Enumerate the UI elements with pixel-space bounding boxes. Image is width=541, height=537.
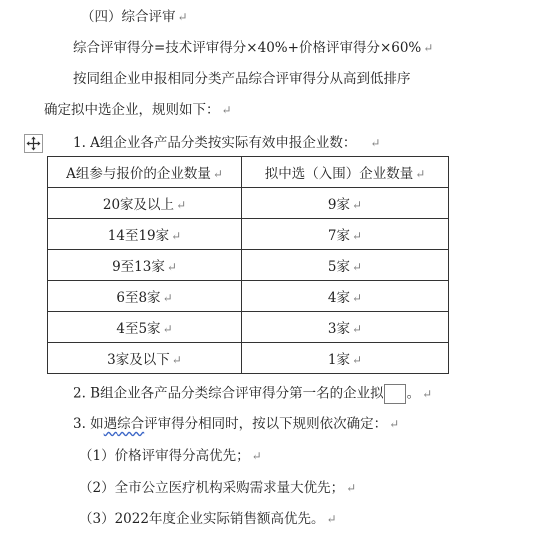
criterion-text: （3）2022年度企业实际销售额高优先。 [79,511,325,527]
paragraph-line-1 [73,70,411,88]
criterion-3 [79,510,337,528]
table-cell: 7家 ↵ [242,219,449,250]
paragraph-line-2 [44,101,232,119]
paragraph-mark: ↵ [326,512,337,526]
four-arrows-icon [26,136,41,151]
table-cell: 14至19家 ↵ [48,219,242,250]
paragraph-mark: ↵ [221,103,232,117]
table-row [48,312,449,343]
table-cell: 3家 ↵ [242,312,449,343]
table-header-cell: A组参与报价的企业数量 ↵ [48,157,242,188]
section-heading [81,8,188,26]
table-row [48,188,449,219]
table-cell: 4家 ↵ [242,281,449,312]
rule-2-suffix: 。 [406,385,421,402]
criterion-text: （1）价格评审得分高优先； [79,448,250,464]
table-row [48,219,449,250]
spellcheck-flag[interactable]: 遇 [103,416,118,432]
paragraph-mark: ↵ [370,136,381,150]
rule-3-text: 3. 如 [73,416,104,432]
table-cell: 20家及以上 ↵ [48,188,242,219]
paragraph-text: 确定拟中选企业，规则如下： [44,102,220,118]
table-row [48,281,449,312]
table-cell: 9至13家 ↵ [48,250,242,281]
paragraph-mark: ↵ [389,417,400,431]
spellcheck-flag[interactable]: 综合 [117,416,145,432]
table-cell: 6至8家 ↵ [48,281,242,312]
rule-2-text: 2. B组企业各产品分类综合评审得分第一名的企业拟 [73,385,384,402]
paragraph-mark: ↵ [177,10,188,24]
formula-text: 综合评审得分=技术评审得分×40%+价格评审得分×60% [73,40,422,56]
rule-2 [73,384,432,404]
table-row [48,250,449,281]
paragraph-text: 按同组企业申报相同分类产品综合评审得分从高到低排序 [73,71,411,87]
criterion-1 [79,447,262,465]
table-cell: 1家 ↵ [242,343,449,374]
rule-3 [73,415,399,433]
table-cell: 3家及以下 ↵ [48,343,242,374]
text-input-box[interactable] [384,384,406,404]
criterion-text: （2）全市公立医疗机构采购需求量大优先； [79,480,345,496]
paragraph-mark: ↵ [423,41,434,55]
rule-1 [73,134,380,152]
table-header-cell: 拟中选（入围）企业数量 ↵ [242,157,449,188]
criterion-2 [79,479,356,497]
paragraph-mark: ↵ [251,449,262,463]
paragraph-mark: ↵ [422,386,433,401]
table-cell: 4至5家 ↵ [48,312,242,343]
formula-line [73,39,433,57]
rule-3-text: 评审得分相同时，按以下规则依次确定： [144,416,388,432]
table-move-handle-icon[interactable] [24,134,43,153]
quota-table [47,156,449,374]
table-cell: 9家 ↵ [242,188,449,219]
section-heading-text: （四）综合评审 [81,9,176,25]
rule-1-text: 1. A组企业各产品分类按实际有效申报企业数： [73,135,357,151]
table-row [48,343,449,374]
paragraph-mark: ↵ [346,481,357,495]
table-cell: 5家 ↵ [242,250,449,281]
table-header-row [48,157,449,188]
